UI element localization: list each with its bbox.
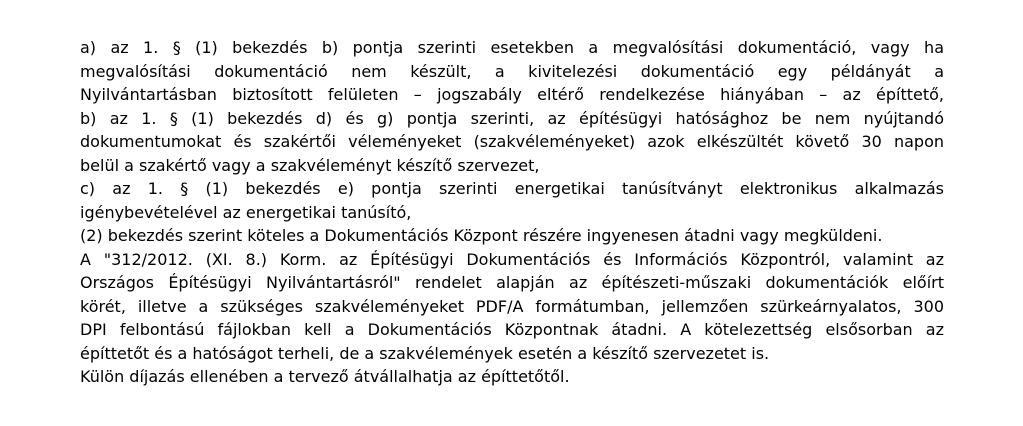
text-line: a) az 1. § (1) bekezdés b) pontja szerinti esetekben a megvalósítási dokumentáció, vagy ha: [80, 38, 944, 57]
text-line: DPI felbontású fájlokban kell a Dokumentációs Központnak átadni. A kötelezettség elsősorban az: [80, 320, 944, 339]
text-line: megvalósítási dokumentáció nem készült, a kivitelezési dokumentáció egy példányát a: [80, 61, 944, 81]
text-line: b) az 1. § (1) bekezdés d) és g) pontja szerinti, az építésügyi hatósághoz be nem nyújtandó: [80, 108, 944, 128]
text-line: építtetőt és a hatóságot terheli, de a szakvélemények esetén a készítő szervezetet is.: [80, 343, 770, 363]
text-line: körét, illetve a szükséges szakvéleményeket PDF/A formátumban, jellemzően szürkeárnyalatos, 300: [80, 296, 944, 316]
text-line: dokumentumokat és szakértői véleményeket (szakvéleményeket) azok elkészültét követő 30 napon: [80, 132, 944, 151]
text-line: igénybevételével az energetikai tanúsító,: [80, 202, 412, 222]
text-line: belül a szakértő vagy a szakvéleményt készítő szervezet,: [80, 155, 540, 175]
text-line: c) az 1. § (1) bekezdés e) pontja szerinti energetikai tanúsítványt elektronikus alkalmazás: [80, 179, 944, 198]
text-line: Külön díjazás ellenében a tervező átvállalhatja az építtetőtől.: [80, 367, 570, 386]
document-body: [80, 36, 944, 389]
text-line: Nyilvántartásban biztosított felületen – jogszabály eltérő rendelkezése hiányában – az építtető,: [80, 85, 944, 104]
text-line: Országos Építésügyi Nyilvántartásról" rendelet alapján az építészeti-műszaki dokumentációk előírt: [80, 273, 944, 292]
text-line: (2) bekezdés szerint köteles a Dokumentációs Központ részére ingyenesen átadni vagy megküldeni.: [80, 226, 883, 245]
text-line: A "312/2012. (XI. 8.) Korm. az Építésügyi Dokumentációs és Információs Központról, valamint az: [80, 249, 944, 269]
